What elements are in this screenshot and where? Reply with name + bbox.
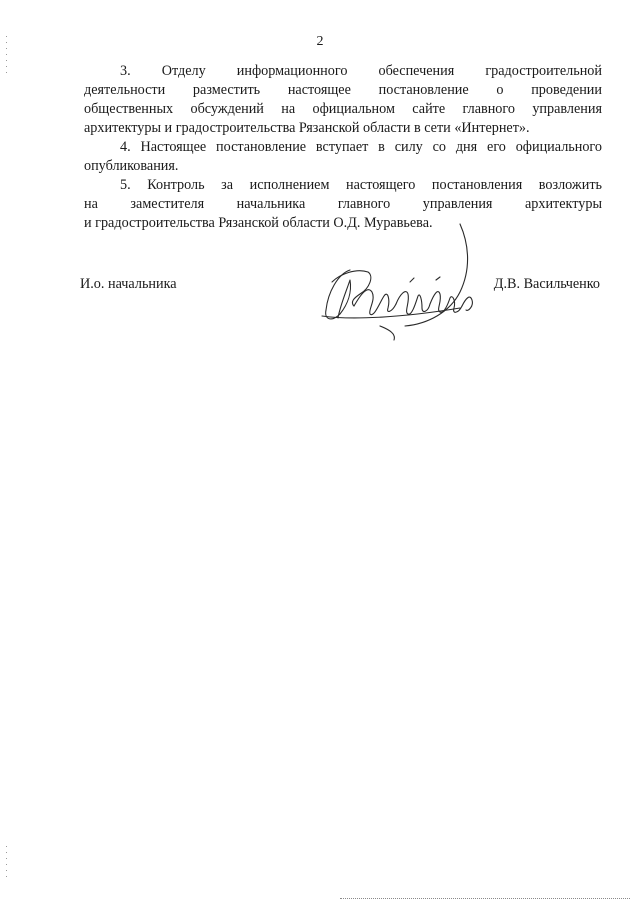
page-number: 2 [316, 34, 324, 49]
signatory-title: И.о. начальника [80, 276, 177, 292]
paragraph-3 [84, 62, 602, 138]
signatory-name: Д.В. Васильченко [493, 276, 600, 292]
paragraph-line: 4. Настоящее постановление вступает в силу со дня его официального [120, 139, 602, 155]
paragraph-line: и градостроительства Рязанской области О.Д. Муравьева. [84, 215, 433, 231]
paragraph-line: опубликования. [84, 158, 179, 174]
paragraph-line: общественных обсуждений на официальном сайте главного управления [84, 101, 602, 117]
paragraph-4 [84, 138, 602, 176]
paragraph-line: на заместителя начальника главного управления архитектуры [84, 196, 602, 212]
scan-bottom-edge [340, 898, 630, 899]
paragraph-line: 3. Отделу информационного обеспечения градостроительной [120, 63, 602, 79]
paragraph-line: 5. Контроль за исполнением настоящего постановления возложить [120, 177, 602, 193]
paragraph-line: деятельности разместить настоящее постановление о проведении [84, 82, 602, 98]
scan-edge-marks-bottom [6, 846, 8, 886]
handwritten-signature [310, 222, 490, 342]
document-body [84, 62, 602, 233]
paragraph-line: архитектуры и градостроительства Рязанской области в сети «Интернет». [84, 120, 530, 136]
